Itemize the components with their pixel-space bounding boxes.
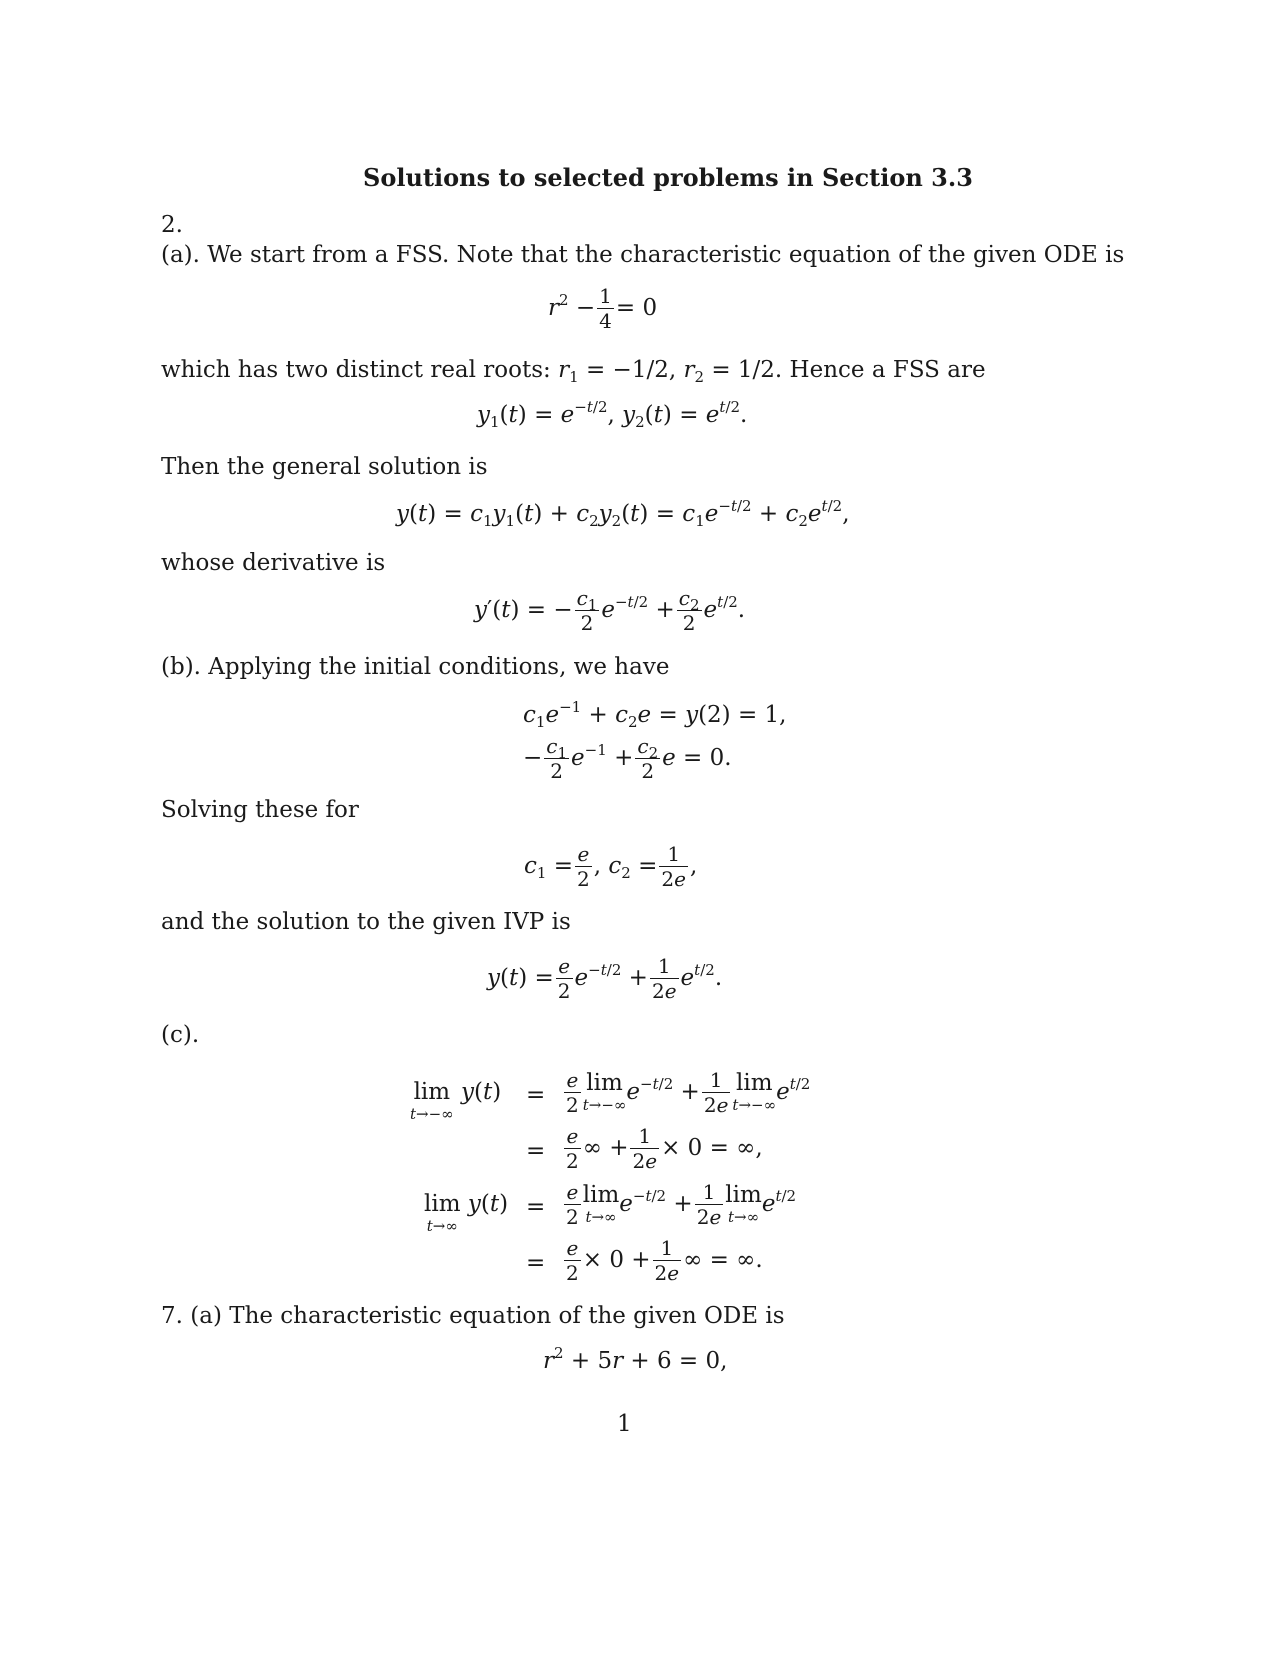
ivp-equation-2: − $\frac{c_1}{2}$ $e^{-1}$ + $\frac{c_2}{2}$ e = 0.	[523, 734, 732, 783]
roots-intro: which has two distinct real roots:	[161, 357, 551, 383]
part-a-intro: (a). We start from a FSS. Note that the characteristic equation of the given ODE is	[161, 242, 1125, 268]
limit-neg-inf-lhs: lim t→−∞ y(t)	[410, 1079, 502, 1123]
limit-neg-inf-step2: $\frac{e}{2}$ ∞ + $\frac{1}{2e}$ × 0 = ∞,	[566, 1124, 763, 1173]
general-solution-intro: Then the general solution is	[161, 454, 488, 480]
page-title: Solutions to selected problems in Section 3.3	[363, 163, 973, 192]
limit-neg-inf-step1: $\frac{e}{2}$ lim t→−∞ $e^{-t/2}$ + $\frac{1}{2e}$ lim t→−∞ $e^{t/2}$	[566, 1068, 811, 1117]
derivative-intro: whose derivative is	[161, 550, 386, 576]
ivp-solution-intro: and the solution to the given IVP is	[161, 909, 571, 935]
ivp-equation-1: $c_1e^{-1} + c_2e = y(2) = 1$,	[523, 698, 787, 731]
part-c-label: (c).	[161, 1022, 200, 1048]
roots-text: which has two distinct real roots: $r_1 = -1/2$, $r_2 = 1/2$. Hence a FSS are	[161, 357, 986, 386]
char-equation-7: $r^2 + 5r + 6 = 0$,	[543, 1344, 728, 1374]
limit-pos-inf-step1: $\frac{e}{2}$ lim t→∞ $e^{-t/2}$ + $\frac{1}{2e}$ lim t→∞ $e^{t/2}$	[566, 1180, 797, 1229]
char-equation-a: $r^2$ − $\frac{1}{4}$ = 0	[548, 284, 658, 333]
derivative-equation: y′(t) = − $\frac{c_1}{2}$ $e^{-t/2}$ + $\frac{c_2}{2}$ $e^{t/2}$.	[474, 586, 746, 635]
solving-intro: Solving these for	[161, 797, 359, 823]
equals-sign: =	[526, 1138, 546, 1164]
equals-sign: =	[526, 1194, 546, 1220]
limit-pos-inf-step2: $\frac{e}{2}$ × 0 + $\frac{1}{2e}$ ∞ = ∞.	[566, 1236, 763, 1285]
part-b-intro: (b). Applying the initial conditions, we have	[161, 654, 670, 680]
problem-number-2: 2.	[161, 212, 183, 238]
fss-equation: $y_1(t) = e^{-t/2}$, $y_2(t) = e^{t/2}$.	[477, 398, 748, 431]
constants-equation: $c_1$ = $\frac{e}{2}$ , $c_2$ = $\frac{1}{2e}$ ,	[524, 842, 698, 891]
fss-text: Hence a FSS are	[789, 357, 986, 383]
equals-sign: =	[526, 1250, 546, 1276]
problem7-intro: 7. (a) The characteristic equation of the given ODE is	[161, 1303, 785, 1329]
ivp-solution-equation: y(t) = $\frac{e}{2}$ $e^{-t/2}$ + $\frac{1}{2e}$ $e^{t/2}$.	[487, 954, 723, 1003]
general-solution-equation: $y(t) = c_1y_1(t) + c_2y_2(t) = c_1e^{-t/2} + c_2e^{t/2}$,	[396, 497, 850, 530]
limit-pos-inf-lhs: lim t→∞ y(t)	[424, 1191, 509, 1235]
equals-sign: =	[526, 1082, 546, 1108]
page-number: 1	[617, 1411, 632, 1437]
